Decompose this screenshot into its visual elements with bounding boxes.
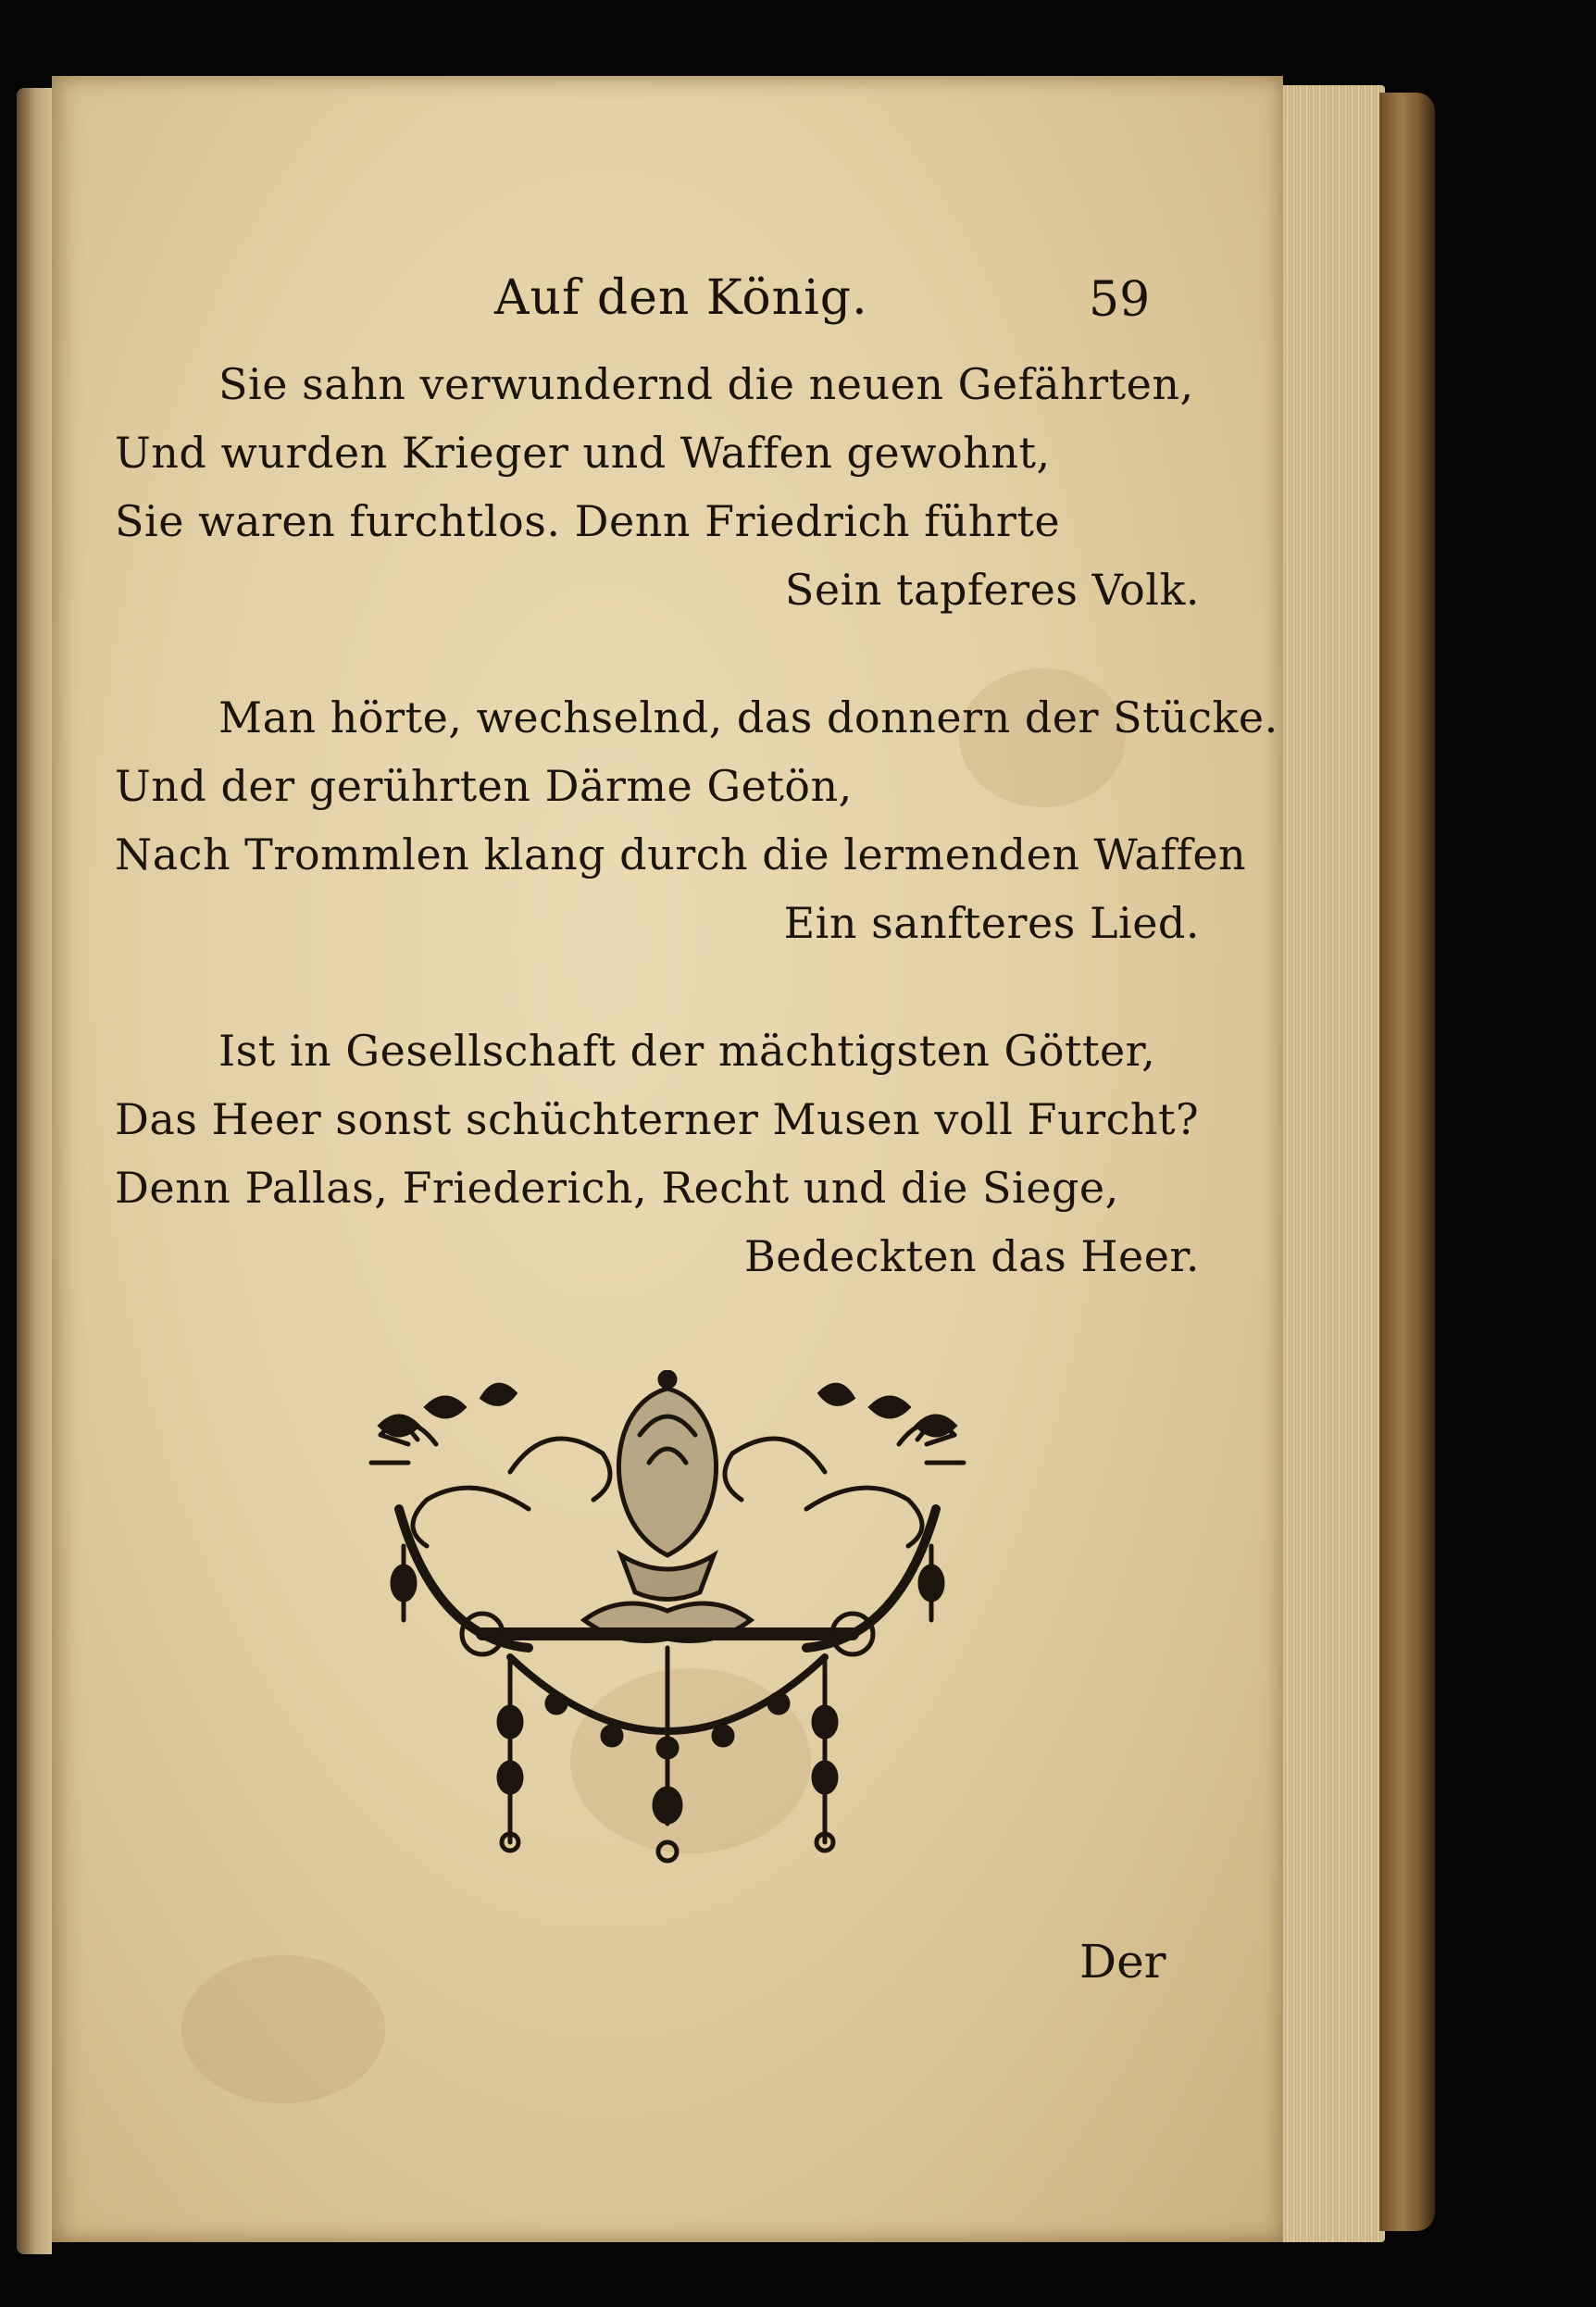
floral-vignette-icon	[343, 1370, 991, 1889]
catchword: Der	[1079, 1935, 1166, 1989]
page-number: 59	[1089, 272, 1151, 328]
verse-line: Und der gerührten Därme Getön,	[115, 761, 853, 811]
running-head: Auf den König.	[494, 270, 868, 326]
verse-line: Sie waren furchtlos. Denn Friedrich führte	[115, 496, 1061, 546]
book-page	[52, 76, 1283, 2242]
verse-line-short: Sein tapferes Volk.	[784, 565, 1200, 615]
page-header	[52, 187, 1283, 328]
verse-line-short: Ein sanfteres Lied.	[783, 898, 1200, 948]
verse-line: Das Heer sonst schüchterner Musen voll Furcht?	[115, 1094, 1200, 1144]
verse-line: Und wurden Krieger und Waffen gewohnt,	[115, 428, 1051, 478]
verse-line: Sie sahn verwundernd die neuen Gefährten,	[218, 359, 1194, 409]
verse-line-short: Bedeckten das Heer.	[743, 1231, 1200, 1281]
verse-line: Nach Trommlen klang durch die lermenden Waffen	[115, 829, 1247, 879]
book-cover-edge	[1379, 93, 1435, 2231]
verse-line: Man hörte, wechselnd, das donnern der Stücke.	[218, 692, 1278, 742]
verse-line: Denn Pallas, Friederich, Recht und die Siege,	[115, 1163, 1119, 1213]
paper-stain	[181, 1955, 385, 2103]
left-page-edge	[17, 88, 52, 2254]
page-edges	[1283, 85, 1385, 2242]
verse-line: Ist in Gesellschaft der mächtigsten Götter,	[218, 1026, 1156, 1076]
